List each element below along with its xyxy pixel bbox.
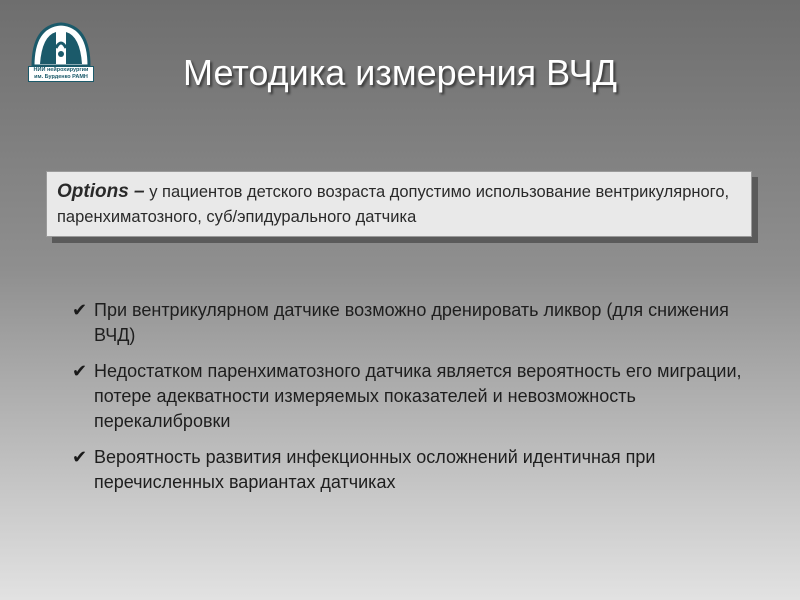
options-lead: Options – — [57, 181, 145, 202]
bullet-item — [72, 298, 752, 348]
logo-caption-line2: им. Бурденко РАМН — [34, 74, 88, 80]
bullet-item — [72, 445, 752, 495]
bullet-text: Вероятность развития инфекционных осложнений идентичная при перечисленных вариантах датчиках — [94, 447, 656, 492]
logo-caption-line1: НИИ нейрохирургии — [33, 67, 89, 73]
check-icon: ✔ — [72, 361, 88, 381]
bullet-text: Недостатком паренхиматозного датчика является вероятность его миграции, потере адекватности измеряемых показателей и невозможность перекалибровки — [94, 361, 742, 431]
check-icon: ✔ — [72, 447, 88, 467]
bullet-list — [72, 298, 752, 506]
bullet-text: При вентрикулярном датчике возможно дренировать ликвор (для снижения ВЧД) — [94, 300, 729, 345]
check-icon: ✔ — [72, 300, 88, 320]
options-box — [46, 171, 752, 237]
slide-title: Методика измерения ВЧД — [183, 52, 617, 93]
bullet-item — [72, 359, 752, 434]
options-text: у пациентов детского возраста допустимо использование вентрикулярного, паренхиматозного, суб/эпидурального датчика — [57, 183, 730, 226]
